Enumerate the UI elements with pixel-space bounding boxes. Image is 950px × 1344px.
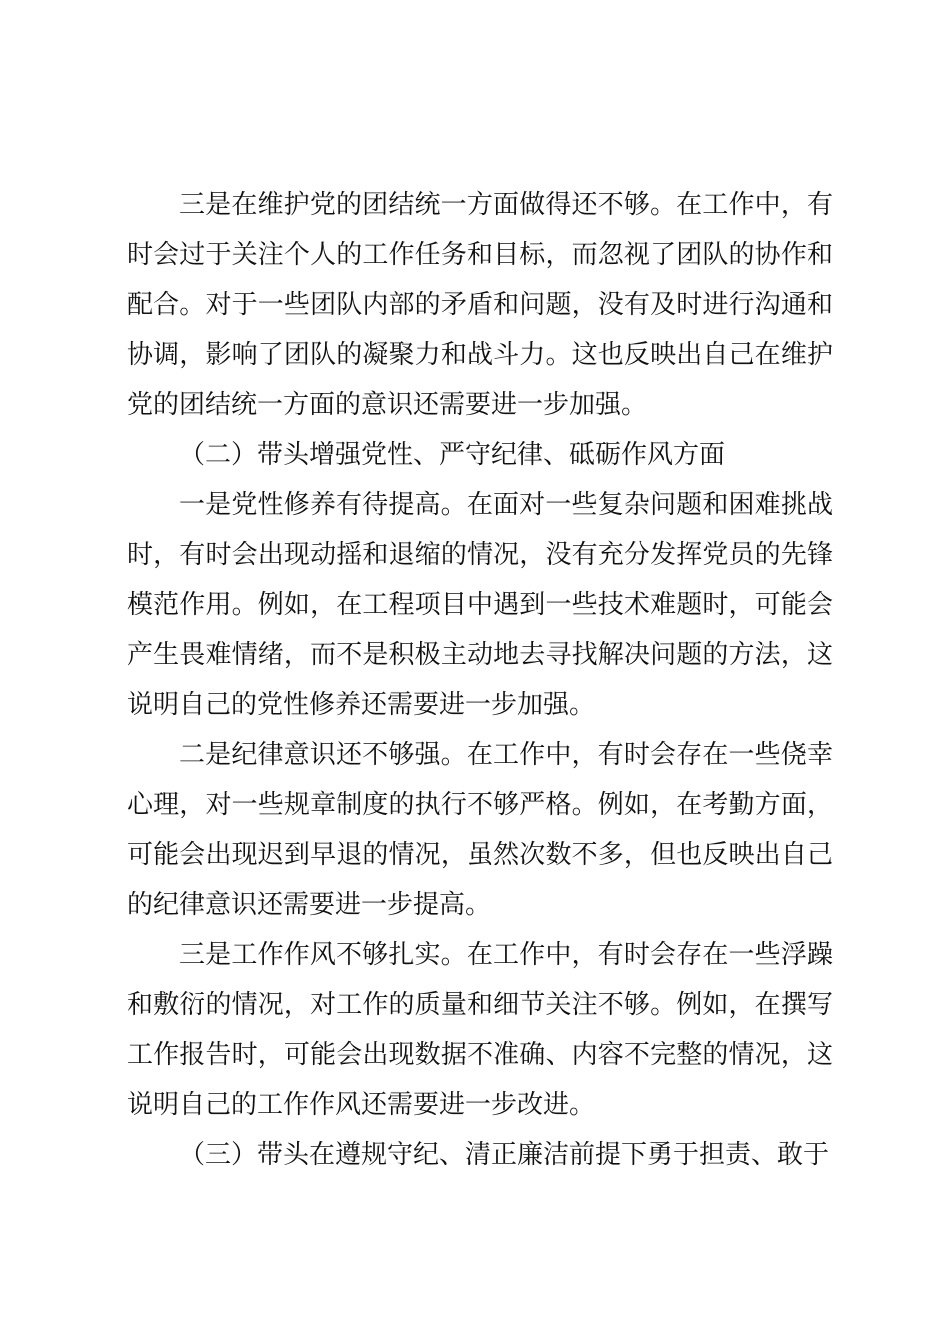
paragraph-party-spirit: 一是党性修养有待提高。在面对一些复杂问题和困难挑战时，有时会出现动摇和退缩的情况，没有充分发挥党员的先锋模范作用。例如，在工程项目中遇到一些技术难题时，可能会产生畏难情绪，而不是积极主动地去寻找解决问题的方法，这说明自己的党性修养还需要进一步加强。 bbox=[127, 490, 833, 720]
paragraph-work-style: 三是工作作风不够扎实。在工作中，有时会存在一些浮躁和敷衍的情况，对工作的质量和细节关注不够。例如，在撰写工作报告时，可能会出现数据不准确、内容不完整的情况，这说明自己的工作作风还需要进一步改进。 bbox=[127, 940, 833, 1120]
paragraph-unity: 三是在维护党的团结统一方面做得还不够。在工作中，有时会过于关注个人的工作任务和目标，而忽视了团队的协作和配合。对于一些团队内部的矛盾和问题，没有及时进行沟通和协调，影响了团队的凝聚力和战斗力。这也反映出自己在维护党的团结统一方面的意识还需要进一步加强。 bbox=[127, 190, 833, 420]
document-page bbox=[127, 180, 833, 1180]
section-heading-2: （二）带头增强党性、严守纪律、砥砺作风方面 bbox=[179, 440, 726, 470]
paragraph-discipline: 二是纪律意识还不够强。在工作中，有时会存在一些侥幸心理，对一些规章制度的执行不够严格。例如，在考勤方面，可能会出现迟到早退的情况，虽然次数不多，但也反映出自己的纪律意识还需要进一步提高。 bbox=[127, 740, 833, 920]
section-heading-3: （三）带头在遵规守纪、清正廉洁前提下勇于担责、敢于 bbox=[179, 1140, 830, 1170]
